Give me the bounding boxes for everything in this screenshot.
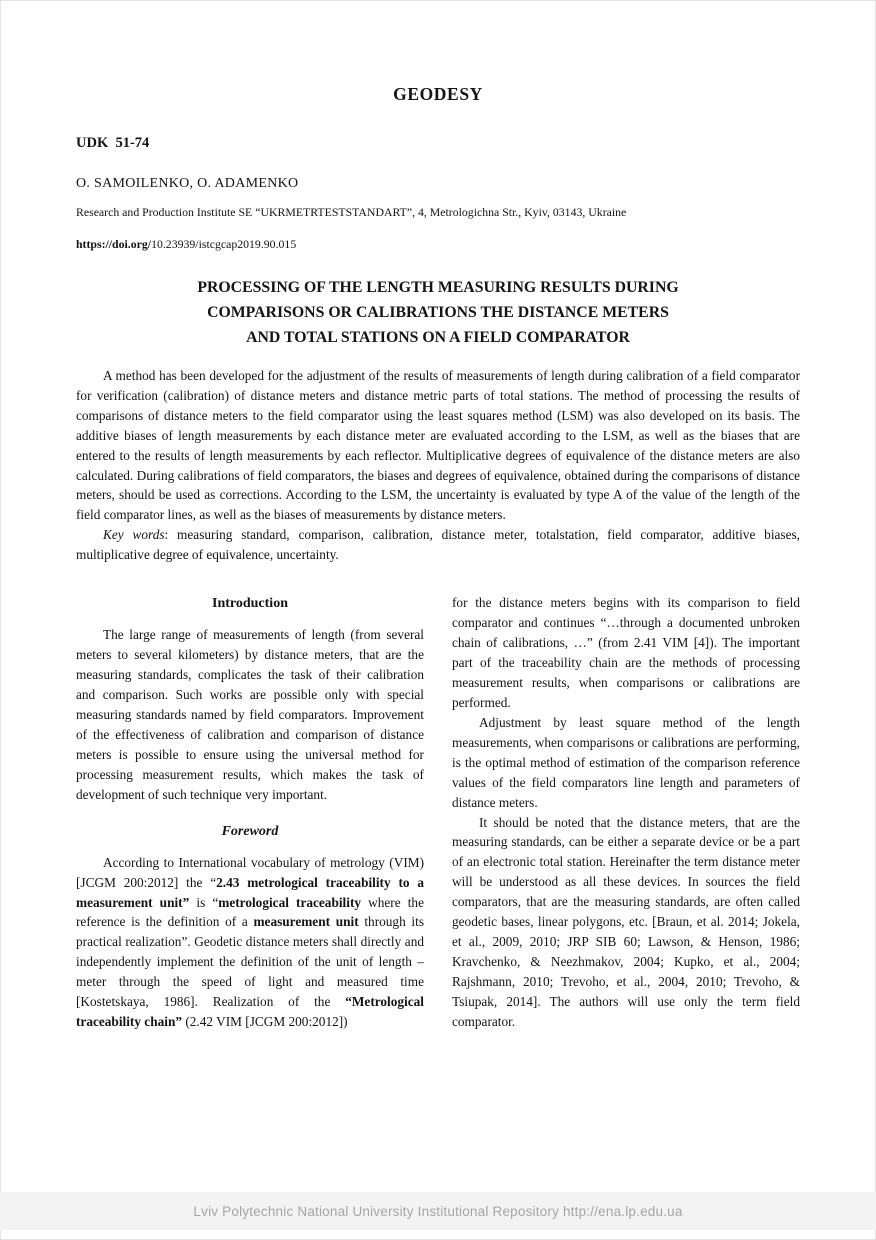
repository-watermark: Lviv Polytechnic National University Institutional Repository http://ena.lp.edu.ua [193,1203,683,1219]
keywords-label: Key words [103,527,165,543]
right-column [452,593,800,1032]
paper-title-line-3: AND TOTAL STATIONS ON A FIELD COMPARATOR [246,328,630,346]
doi-prefix: https://doi.org/ [76,237,152,251]
introduction-heading: Introduction [212,596,288,612]
doi-suffix: 10.23939/istcgcap2019.90.015 [151,237,297,251]
keywords-text: : measuring standard, comparison, calibration, distance meter, totalstation, field comparator, additive biases, multiplicative degree of equivalence, uncertainty. [76,527,800,563]
foreword-heading: Foreword [221,823,279,839]
left-column [76,593,424,1032]
foreword-paragraph: According to International vocabulary of metrology (VIM) [JCGM 200:2012] the “2.43 metrological traceability to a measurement unit” is “metrological traceability where the reference is the definition of a measurement unit through its practical realization”. Geodetic distance meters shall directly and independently implement the definition of the unit of length – meter through the speed of light and measured time [Kostetskaya, 1986]. Realization of the “Metrological traceability chain” (2.42 VIM [JCGM 200:2012]) [76,854,424,1030]
abstract-paragraph: A method has been developed for the adjustment of the results of measurements of length during calibration of a field comparator for verification (calibration) of distance meters and distance metric parts of total stations. The method of processing the results of comparisons of distance meters to the field comparator using the least squares method (LSM) was also developed on its basis. The additive biases of length measurements by each distance meter are evaluated according to the LSM, as well as the biases that are entered to the results of length measurements by each reflector. Multiplicative degrees of equivalence of the distance meters are also calculated. During calibrations of field comparators, the biases and degrees of equivalence, obtained during the comparisons of distance meters, should be used as corrections. According to the LSM, the uncertainty is evaluated by type A of the value of the length of the field comparator lines, as well as the biases of measurements by distance meters. [76,367,800,523]
two-column-body [76,593,800,1032]
repository-footer-band [0,1192,876,1230]
keywords-paragraph [76,525,800,565]
paper-title [76,276,800,351]
continuation-paragraph-2: Adjustment by least square method of the length measurements, when comparisons or calibrations are performing, is the optimal method of estimation of the comparison reference values of the field comparators line length and parameters of distance meters. [452,714,800,810]
authors-line: O. SAMOILENKO, O. ADAMENKO [76,176,299,191]
affiliation-line: Research and Production Institute SE “UKRMETRTESTSTANDART”, 4, Metrologichna Str., Kyiv, 03143, Ukraine [76,205,627,219]
doi-line [76,237,800,252]
paper-title-line-1: PROCESSING OF THE LENGTH MEASURING RESULTS DURING [197,279,679,296]
journal-section-header: GEODESY [393,84,483,104]
udk-code: UDK 51-74 [76,135,150,151]
continuation-paragraph-3: It should be noted that the distance meters, that are the measuring standards, can be either a separate device or be a part of an electronic total station. Hereinafter the term distance meter will be understood as all these devices. In sources the field comparators, that are the measuring standards, are often called geodetic bases, linear polygons, etc. [Braun, et al. 2014; Jokela, et al., 2009, 2010; JRP SIB 60; Lawson, & Henson, 1986; Kravchenko, & Neezhmakov, 2004; Kupko, et al., 2004; Rajshmann, 2010; Trevoho, et al., 2004, 2010; Trevoho, & Tsiupak, 2014]. The authors will use only the term field comparator. [452,814,800,1029]
introduction-paragraph: The large range of measurements of length (from several meters to several kilometers) by distance meters, that are the measuring standards, complicates the task of their calibration and comparison. Such works are possible only with special measuring standards named by field comparators. Improvement of the effectiveness of calibration and comparison of distance meters is possible to ensure using the universal method for processing measurement results, which makes the task of development of such technique very important. [76,627,424,802]
continuation-paragraph-1: for the distance meters begins with its comparison to field comparator and continues “…through a documented unbroken chain of calibrations, …” (from 2.41 VIM [4]). The important part of the traceability chain are the methods of processing measurement results, when comparisons or calibrations are performed. [452,595,800,710]
paper-title-line-2: COMPARISONS OR CALIBRATIONS THE DISTANCE METERS [207,303,669,321]
